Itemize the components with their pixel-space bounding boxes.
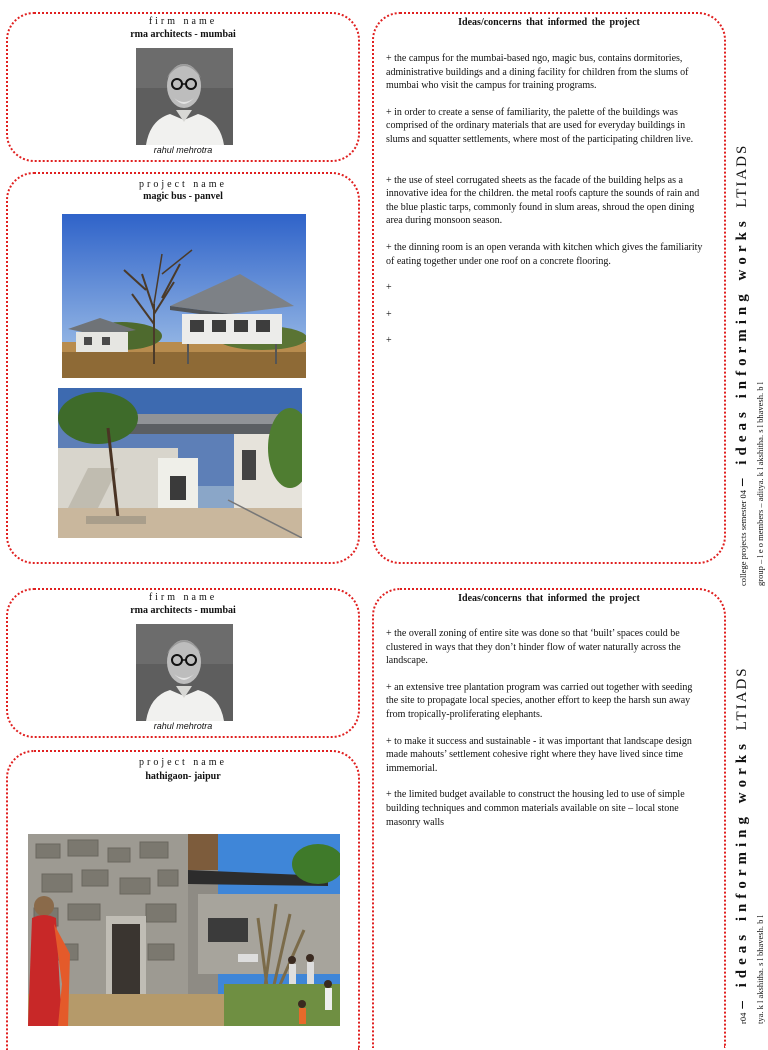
idea-item: + to make it success and sustainable - it was important that landscape design made mahouts’ settlement cohesive right where they have lived since time immemorial. xyxy=(386,735,692,774)
idea-item: + xyxy=(386,335,392,347)
side-info: r04 xyxy=(738,1012,748,1024)
ideas-list xyxy=(386,52,706,348)
ideas-list xyxy=(386,627,706,829)
project-name: hathigaon- jaipur xyxy=(145,771,221,782)
portrait-caption: rahul mehrotra xyxy=(153,721,213,731)
side-title-tail: LTIADS xyxy=(734,666,750,731)
project-label: project name xyxy=(139,179,227,190)
idea-item: + the use of steel corrugated sheets as the facade of the building helps as a innovative idea for the children. the metal roofs capture the sounds of rain and the blue plastic tarps, commonly found in slum areas, shroud the open dining area during monsoon season. xyxy=(386,174,700,227)
idea-item: + xyxy=(386,282,392,294)
idea-item: + xyxy=(386,308,392,320)
project-label: project name xyxy=(139,757,227,768)
firm-card xyxy=(6,588,360,738)
project-card xyxy=(6,172,360,564)
ideas-card xyxy=(372,588,726,1048)
project-photo-hathigaon xyxy=(28,834,340,1026)
project-photo-courtyard xyxy=(58,388,302,538)
idea-item: + the dinning room is an open veranda with kitchen which gives the familiarity of eating together under one roof on a concrete flooring. xyxy=(386,241,703,267)
side-title-1: college projects semester 04 – ideas informing works LTIADS xyxy=(734,143,750,586)
architect-portrait xyxy=(136,624,233,721)
side-title-text: ideas informing works xyxy=(734,216,750,465)
side-info: college projects semester 04 xyxy=(738,489,748,586)
ideas-title: Ideas/concerns that informed the project xyxy=(458,593,640,604)
firm-name: rma architects - mumbai xyxy=(130,605,236,616)
project-card xyxy=(6,750,360,1050)
side-group-1: group – l e o members – aditya. k l akshitha. s l bhavesh. b l xyxy=(755,382,765,586)
idea-item: + an extensive tree plantation program was carried out together with seeding the site to propagate local species, another effort to keep the harsh sun away from tropically-proliferating elephants. xyxy=(386,681,693,720)
idea-item: + the limited budget available to construct the housing led to use of simple building techniques and common materials available on site – local stone masonry walls xyxy=(386,789,685,828)
firm-name: rma architects - mumbai xyxy=(130,29,236,40)
firm-label: firm name xyxy=(148,592,218,603)
ideas-title: Ideas/concerns that informed the project xyxy=(458,17,640,28)
project-name: magic bus - panvel xyxy=(143,191,223,202)
firm-card xyxy=(6,12,360,162)
portrait-caption: rahul mehrotra xyxy=(153,145,213,155)
project-photo-exterior xyxy=(62,214,306,378)
architect-portrait xyxy=(136,48,233,145)
side-title-text: ideas informing works xyxy=(734,739,750,988)
side-title-tail: LTIADS xyxy=(734,143,750,208)
idea-item: + the campus for the mumbai-based ngo, magic bus, contains dormitories, administrative buildings and a dining facility for children from the slums of mumbai who visit the campus for training programs. xyxy=(386,53,689,92)
idea-item: + in order to create a sense of familiarity, the palette of the buildings was comprised of the ordinary materials that are used for everyday buildings in slums and squatter settlements, where most of the participating children live. xyxy=(386,106,694,145)
firm-label: firm name xyxy=(148,16,218,27)
ideas-card xyxy=(372,12,726,564)
idea-item: + the overall zoning of entire site was done so that ‘built’ spaces could be clustered in ways that they don’t hinder flow of water naturally across the landscape. xyxy=(386,628,681,667)
side-title-2: r04 – ideas informing works LTIADS xyxy=(734,666,750,1024)
side-group-2: tya. k l akshitha. s l bhavesh. b l xyxy=(755,915,765,1024)
